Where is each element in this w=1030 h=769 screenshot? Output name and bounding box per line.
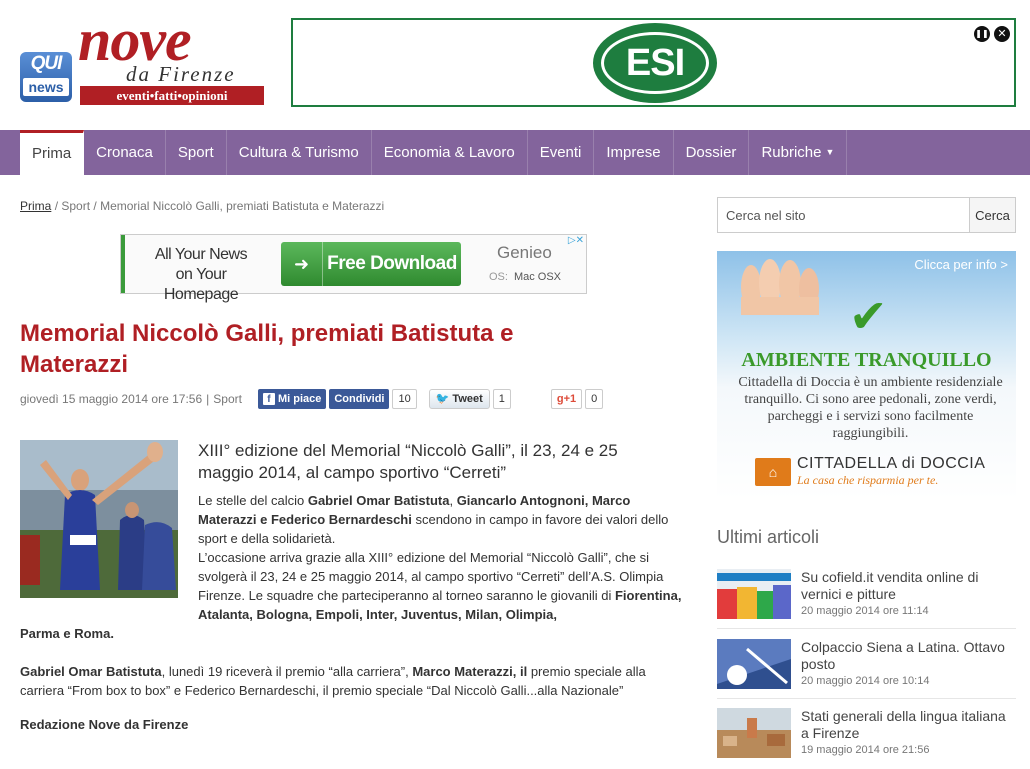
nav-item-eventi[interactable] — [528, 130, 595, 175]
fb-count: 10 — [392, 389, 416, 409]
os-value: Mac OSX — [513, 271, 562, 283]
nav-item-imprese[interactable] — [594, 130, 673, 175]
article-signature: Redazione Nove da Firenze — [20, 717, 189, 732]
latest-item-date: 19 maggio 2014 ore 21:56 — [801, 744, 930, 756]
fb-like-label: Mi piace — [277, 393, 322, 405]
ad-brand-sub: La casa che risparmia per te. — [797, 473, 939, 487]
fb-like-button[interactable] — [258, 389, 326, 409]
latest-item-title[interactable]: Colpaccio Siena a Latina. Ottavo posto — [801, 639, 1005, 672]
latest-item-info — [801, 569, 1016, 619]
badge-bottom-text: news — [23, 78, 69, 96]
nav-label: Economia & Lavoro — [383, 144, 515, 161]
adchoices-icon[interactable]: ▷✕ — [567, 235, 584, 246]
list-item[interactable] — [717, 708, 1016, 758]
p3-bold: Gabriel Omar Batistuta — [20, 664, 162, 679]
breadcrumb — [20, 199, 384, 213]
breadcrumb-current: Memorial Niccolò Galli, premiati Batistuta e Materazzi — [100, 199, 385, 213]
latest-item-title[interactable]: Su cofield.it vendita online di vernici e pitture — [801, 569, 979, 602]
logo-subtitle: da Firenze — [126, 62, 236, 86]
thumbnail-image — [717, 708, 791, 758]
nav-item-cultura[interactable] — [227, 130, 372, 175]
ad-text-line1: All Your News — [154, 246, 248, 263]
ad-os — [489, 271, 561, 283]
nav-label: Cronaca — [96, 144, 153, 161]
paragraph-1 — [198, 491, 688, 548]
nav-label: Rubriche — [761, 144, 822, 161]
qui-news-badge — [20, 52, 72, 102]
ad-brand-row — [755, 455, 985, 488]
article-title: Memorial Niccolò Galli, premiati Batistuta e Materazzi — [20, 320, 514, 378]
article-meta — [20, 388, 615, 410]
esi-logo-text: ESI — [601, 32, 709, 94]
divider — [717, 628, 1016, 629]
search-button[interactable]: Cerca — [969, 197, 1016, 233]
ad-text — [141, 245, 261, 305]
social-buttons — [258, 389, 615, 409]
ad-text-line2: on Your Homepage — [163, 266, 239, 303]
breadcrumb-home-link[interactable]: Prima — [20, 199, 52, 213]
article-body-cont — [20, 624, 688, 643]
ad-brand-text — [797, 455, 985, 488]
twitter-bird-icon: 🐦 — [435, 393, 450, 405]
latest-articles-title: Ultimi articoli — [717, 527, 820, 547]
article-section-link[interactable]: Sport — [213, 392, 242, 406]
list-item[interactable] — [717, 639, 1016, 689]
ad-accent-bar — [121, 235, 125, 293]
p1-text: scendono in campo in favore dei valori dello sport e della solidarietà. — [198, 512, 669, 546]
site-header — [0, 0, 1030, 130]
nav-item-sport[interactable] — [166, 130, 227, 175]
site-logo[interactable] — [20, 7, 270, 108]
download-ad[interactable] — [120, 234, 587, 303]
divider — [717, 698, 1016, 699]
p1-text: , — [449, 493, 457, 508]
p1-text: Le stelle del calcio — [198, 493, 308, 508]
badge-top-text: QUI — [30, 53, 62, 74]
article-thumbnail[interactable] — [717, 639, 791, 689]
nav-label: Prima — [32, 145, 72, 162]
tweet-count: 1 — [493, 389, 511, 409]
nav-item-dossier[interactable] — [674, 130, 750, 175]
checkmark-icon: ✔ — [849, 290, 888, 342]
p3-bold: Marco Materazzi, il — [412, 664, 528, 679]
nav-label: Cultura & Turismo — [238, 144, 359, 161]
gplus-button[interactable]: g+1 — [551, 389, 582, 409]
latest-item-title[interactable]: Stati generali della lingua italiana a Firenze — [801, 708, 1006, 741]
gplus-count: 0 — [585, 389, 603, 409]
top-banner-ad[interactable] — [291, 18, 1016, 107]
paragraph-3 — [20, 662, 690, 700]
article-thumbnail[interactable] — [717, 569, 791, 619]
nav-item-rubriche[interactable] — [749, 130, 847, 175]
article-date: giovedì 15 maggio 2014 ore 17:56 — [20, 392, 203, 406]
p2-bold-cont: Parma e Roma. — [20, 626, 114, 641]
ad-description: Cittadella di Doccia è un ambiente residenziale tranquillo. Ci sono aree pedonali, zone verdi, parcheggi e i servizi sono facilmente raggiungibili. — [738, 375, 1003, 441]
ad-headline: AMBIENTE TRANQUILLO — [741, 349, 992, 371]
thumbnail-image — [717, 569, 791, 619]
p2-text: L’occasione arriva grazie alla XIII° edizione del Memorial “Niccolò Galli”, che si svolgerà il 23, 24 e 25 maggio 2014, al campo sportivo “Cerreti” dell’A.S. Olimpia Firenze. Le squadre che parteciperanno al torneo saranno le giovanili di — [198, 550, 664, 603]
main-nav — [0, 130, 1030, 175]
article-lead: XIII° edizione del Memorial “Niccolò Galli”, il 23, 24 e 25 maggio 2014, al campo sportivo “Cerreti” — [198, 441, 618, 482]
ad-brand: Genieo — [497, 243, 552, 262]
p2-bold: Fiorentina, Atalanta, Bologna, Empoli, Inter, Juventus, Milan, Olimpia, — [198, 588, 682, 622]
arrow-right-icon: ➜ — [281, 242, 323, 286]
nav-label: Dossier — [685, 144, 737, 161]
logo-tagline: eventi•fatti•opinioni — [80, 86, 264, 105]
meta-separator: | — [206, 392, 210, 406]
p3-text: premio speciale alla carriera “From box to box” e Federico Bernardeschi, il premio speciale “Dal Niccolò Galli...alla Nazionale” — [20, 664, 646, 698]
nav-item-prima[interactable] — [20, 130, 84, 175]
list-item[interactable] — [717, 569, 1016, 619]
esi-logo — [593, 23, 717, 103]
nav-label: Sport — [177, 144, 214, 161]
search-input[interactable] — [717, 197, 969, 233]
breadcrumb-separator: / — [93, 199, 97, 213]
nav-label: Eventi — [539, 144, 582, 161]
p1-bold: Giancarlo Antognoni, Marco Materazzi e Federico Bernardeschi — [198, 493, 631, 527]
fb-share-label: Condividi — [334, 393, 385, 405]
article-photo-image — [20, 440, 178, 598]
latest-item-info — [801, 708, 1016, 758]
tweet-label: Tweet — [452, 393, 483, 405]
house-icon: ⌂ — [755, 458, 791, 486]
latest-item-date: 20 maggio 2014 ore 11:14 — [801, 605, 929, 617]
thumbnail-image — [717, 639, 791, 689]
nav-label: Imprese — [606, 144, 661, 161]
free-download-button[interactable] — [281, 242, 461, 286]
breadcrumb-separator: / — [54, 199, 59, 213]
ad-cta-link[interactable]: Clicca per info > — [914, 257, 1008, 272]
fb-share-button[interactable] — [329, 389, 389, 409]
latest-item-date: 20 maggio 2014 ore 10:14 — [801, 675, 930, 687]
ad-close-icon[interactable]: ✕ — [994, 26, 1010, 42]
download-button-label: Free Download — [327, 253, 457, 274]
nav-item-economia[interactable] — [372, 130, 528, 175]
article-photo[interactable] — [20, 440, 178, 598]
hand-icon — [737, 257, 823, 315]
article-body-top — [198, 491, 688, 624]
latest-item-info — [801, 639, 1016, 689]
facebook-icon: f — [263, 393, 275, 405]
caret-down-icon: ▼ — [825, 147, 835, 157]
paragraph-2 — [198, 548, 688, 624]
tweet-button[interactable] — [429, 389, 490, 409]
search-form — [717, 197, 1016, 233]
nav-item-cronaca[interactable] — [84, 130, 166, 175]
article-thumbnail[interactable] — [717, 708, 791, 758]
ad-brand-name: CITTADELLA di DOCCIA — [797, 455, 986, 472]
p3-text: , lunedì 19 riceverà il premio “alla carriera”, — [161, 664, 413, 679]
breadcrumb-section-link[interactable]: Sport — [61, 199, 91, 213]
os-label: OS: — [489, 271, 508, 283]
cittadella-ad[interactable] — [717, 251, 1016, 500]
ad-pause-icon[interactable]: ❚❚ — [974, 26, 990, 42]
logo-title: nove — [78, 7, 191, 73]
p1-bold: Gabriel Omar Batistuta — [307, 493, 450, 508]
